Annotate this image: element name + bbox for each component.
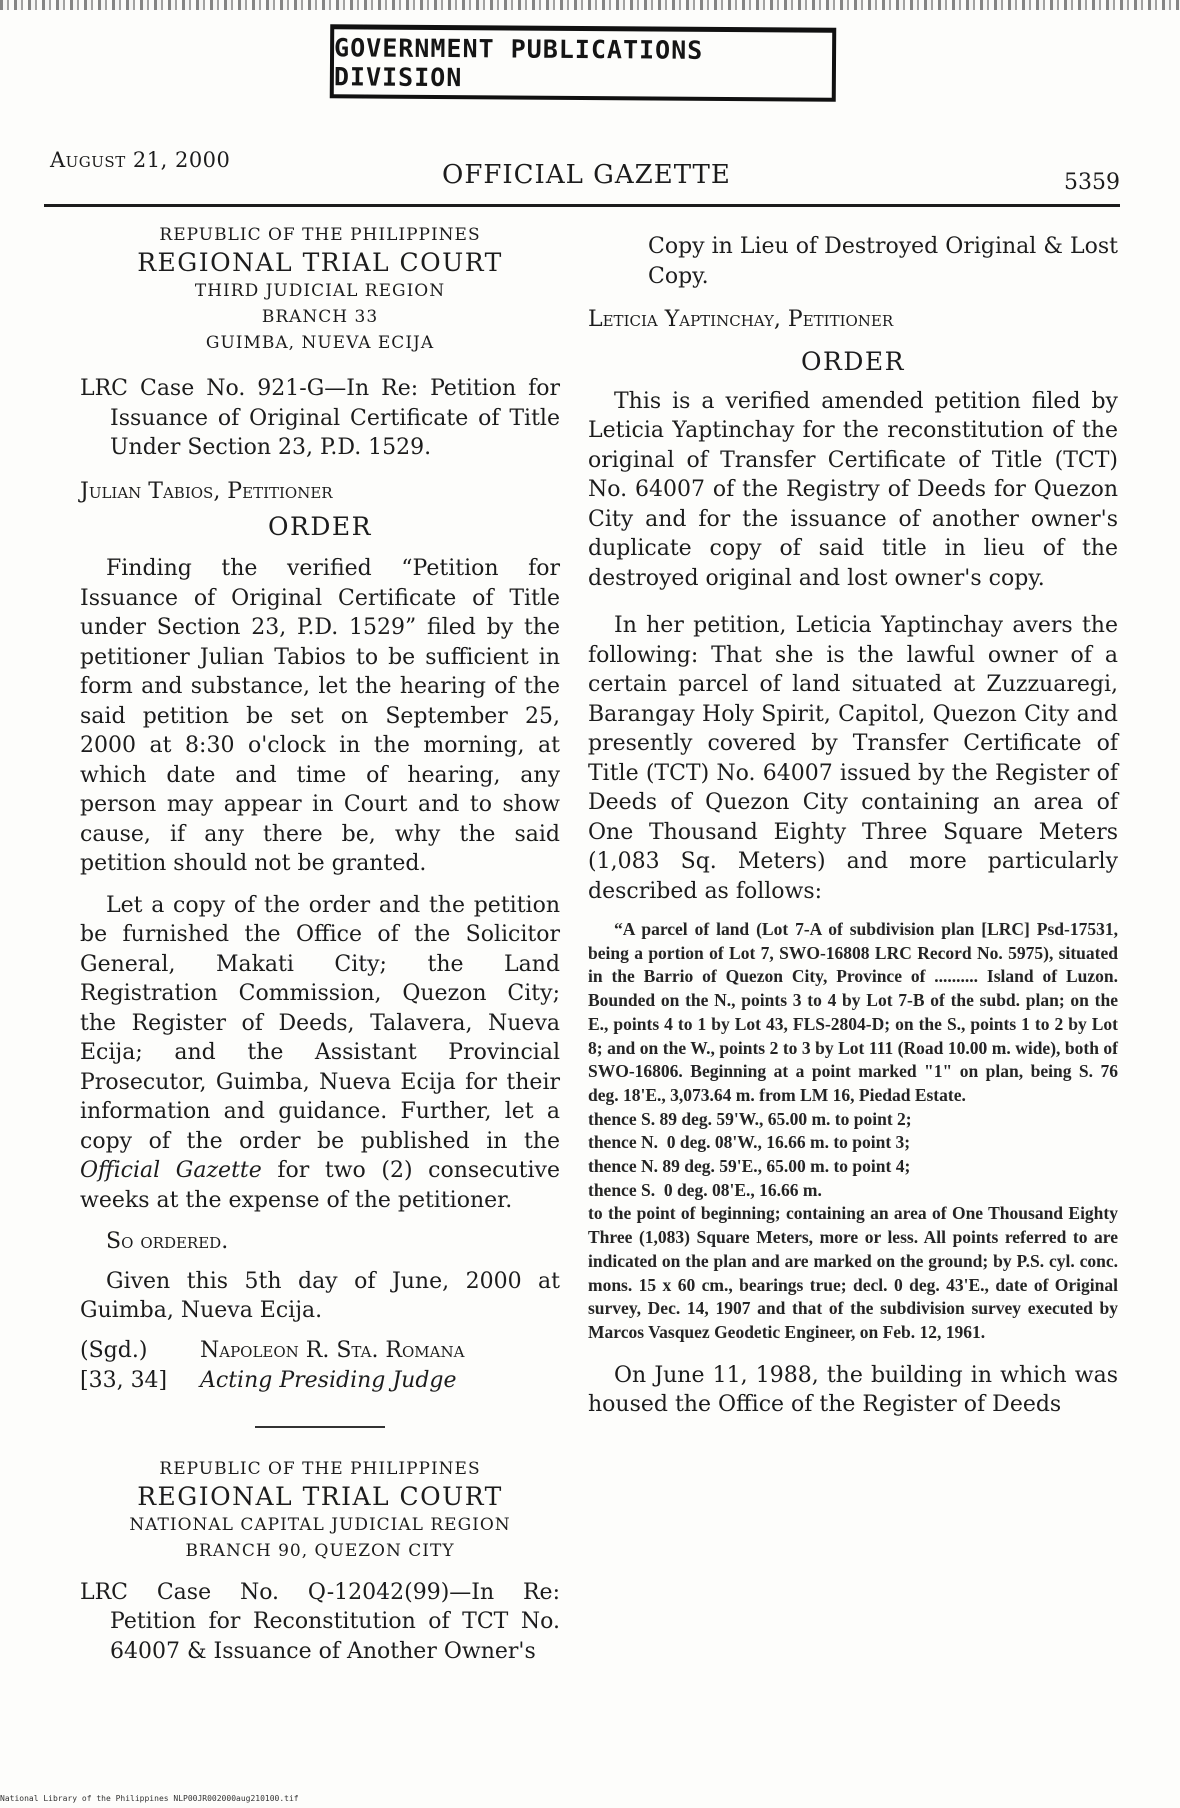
publications-division-stamp: GOVERNMENT PUBLICATIONS DIVISION	[330, 24, 837, 102]
region-heading: NATIONAL CAPITAL JUDICIAL REGION	[129, 1514, 511, 1535]
description-text: to the point of beginning; containing an area of One Thousand Eighty Three (1,083) Square Meters, more or less. All points referred to are indicated on the plan and are marked on the ground; by P.S. cyl. conc. mons. 15 x 60 cm., bearings true; decl. 0 deg. 43'E., date of Original survey, Dec. 14, 1907 and that of the subdivision survey executed by Marcos Vasquez Geodetic Engineer, on Feb. 12, 1961.	[588, 1203, 1118, 1342]
thence-list	[588, 1108, 1118, 1203]
scan-edge-noise	[0, 0, 1180, 10]
location-heading: GUIMBA, NUEVA ECIJA	[205, 333, 435, 353]
thence-line: thence N. 0 deg. 08'W., 16.66 m. to point 3;	[588, 1132, 911, 1153]
signature-block	[80, 1336, 560, 1396]
order-paragraph: On June 11, 1988, the building in which was housed the Office of the Register of Deeds	[588, 1362, 1118, 1418]
branch-heading: BRANCH 33	[261, 307, 379, 327]
order-paragraph: Finding the verified “Petition for Issuance of Original Certificate of Title under Section 23, P.D. 1529” filed by the petitioner Julian Tabios to be sufficient in form and substance, let the hearing of the said petition be set on September 25, 2000 at 8:30 o'clock in the morning, at which date and time of hearing, any person may appear in Court and to show cause, if any there be, why the said petition should not be granted.	[80, 556, 560, 876]
petitioner-line: Julian Tabios, Petitioner	[80, 478, 333, 504]
right-column	[588, 232, 1118, 1420]
technical-description	[588, 918, 1118, 1345]
description-text: “A parcel of land (Lot 7-A of subdivision plan [LRC] Psd-17531, being a portion of Lot 7, SWO-16808 LRC Record No. 5975), situated in the Barrio of Quezon City, Province of .......... Island of Luzon. Bounded on the N., points 3 to 4 by Lot 7-B of the subd. plan; on the E., points 4 to 1 by Lot 43, FLS-2804-D; on the S., points 1 to 2 by Lot 8; and on the W., points 2 to 3 by Lot 111 (Road 10.00 m. wide), both of SWO-16806. Beginning at a point marked "1" on plan, being S. 76 deg. 18'E., 3,073.64 m. from LM 16, Piedad Estate.	[588, 919, 1118, 1105]
order-title: ORDER	[801, 346, 905, 376]
case-title: LRC Case No. Q-12042(99)—In Re: Petition for Reconstitution of TCT No. 64007 & Issuance of Another Owner's	[80, 1579, 560, 1664]
scan-footer: National Library of the Philippines NLP00JR002000aug210100.tif	[0, 1794, 299, 1803]
gazette-italic: Official Gazette	[80, 1158, 262, 1183]
republic-heading: REPUBLIC OF THE PHILIPPINES	[159, 1458, 481, 1479]
paragraph-text: for two (2) consecutive weeks at the expense of the petitioner.	[80, 1158, 560, 1213]
header-rule	[44, 204, 1120, 207]
thence-line: thence N. 89 deg. 59'E., 65.00 m. to point 4;	[588, 1156, 911, 1177]
judge-name: Napoleon R. Sta. Romana	[200, 1337, 465, 1363]
branch-heading: BRANCH 90, QUEZON CITY	[185, 1540, 455, 1561]
order-paragraph	[80, 891, 560, 1216]
sgd-label: (Sgd.)	[80, 1337, 148, 1363]
thence-line: thence S. 89 deg. 59'W., 65.00 m. to point 2;	[588, 1108, 912, 1129]
republic-heading: REPUBLIC OF THE PHILIPPINES	[159, 225, 481, 245]
case-title-continued: Copy in Lieu of Destroyed Original & Lost Copy.	[648, 234, 1118, 289]
order-paragraph: In her petition, Leticia Yaptinchay avers the following: That she is the lawful owner of a certain parcel of land situated at Zuzzuaregi, Barangay Holy Spirit, Capitol, Quezon City and presently covered by Transfer Certificate of Title (TCT) No. 64007 issued by the Register of Deeds of Quezon City containing an area of One Thousand Eighty Three Square Meters (1,083 Sq. Meters) and more particularly described as follows:	[588, 613, 1118, 904]
case-title: LRC Case No. 921-G—In Re: Petition for Issuance of Original Certificate of Title Under Section 23, P.D. 1529.	[80, 376, 560, 460]
court-heading: REGIONAL TRIAL COURT	[137, 1481, 503, 1511]
gazette-title: OFFICIAL GAZETTE	[442, 160, 731, 190]
order-title: ORDER	[268, 512, 372, 541]
court-heading: REGIONAL TRIAL COURT	[137, 248, 503, 277]
page-number: 5359	[1064, 170, 1120, 195]
thence-line: thence S. 0 deg. 08'E., 16.66 m.	[588, 1179, 822, 1200]
region-heading: THIRD JUDICIAL REGION	[194, 281, 446, 301]
page-ref: [33, 34]	[80, 1367, 168, 1393]
order-paragraph: This is a verified amended petition filed by Leticia Yaptinchay for the reconstitution of the original of Transfer Certificate of Title (TCT) No. 64007 of the Registry of Deeds for Quezon City and for the issuance of another owner's duplicate copy of said title in lieu of the destroyed original and lost owner's copy.	[588, 388, 1118, 591]
given-line: Given this 5th day of June, 2000 at Guimba, Nueva Ecija.	[80, 1268, 560, 1323]
judge-title: Acting Presiding Judge	[200, 1367, 457, 1393]
so-ordered: So ordered.	[106, 1229, 229, 1254]
paragraph-text: Let a copy of the order and the petition be furnished the Office of the Solicitor General, Makati City; the Land Registration Commission, Quezon City; the Register of Deeds, Talavera, Nueva Ecija; and the Assistant Provincial Prosecutor, Guimba, Nueva Ecija for their information and guidance. Further, let a copy of the order be published in the	[80, 892, 560, 1154]
issue-date: August 21, 2000	[50, 148, 231, 172]
petitioner-line: Leticia Yaptinchay, Petitioner	[588, 307, 894, 332]
left-column	[80, 222, 560, 1666]
notice-divider	[255, 1426, 385, 1428]
